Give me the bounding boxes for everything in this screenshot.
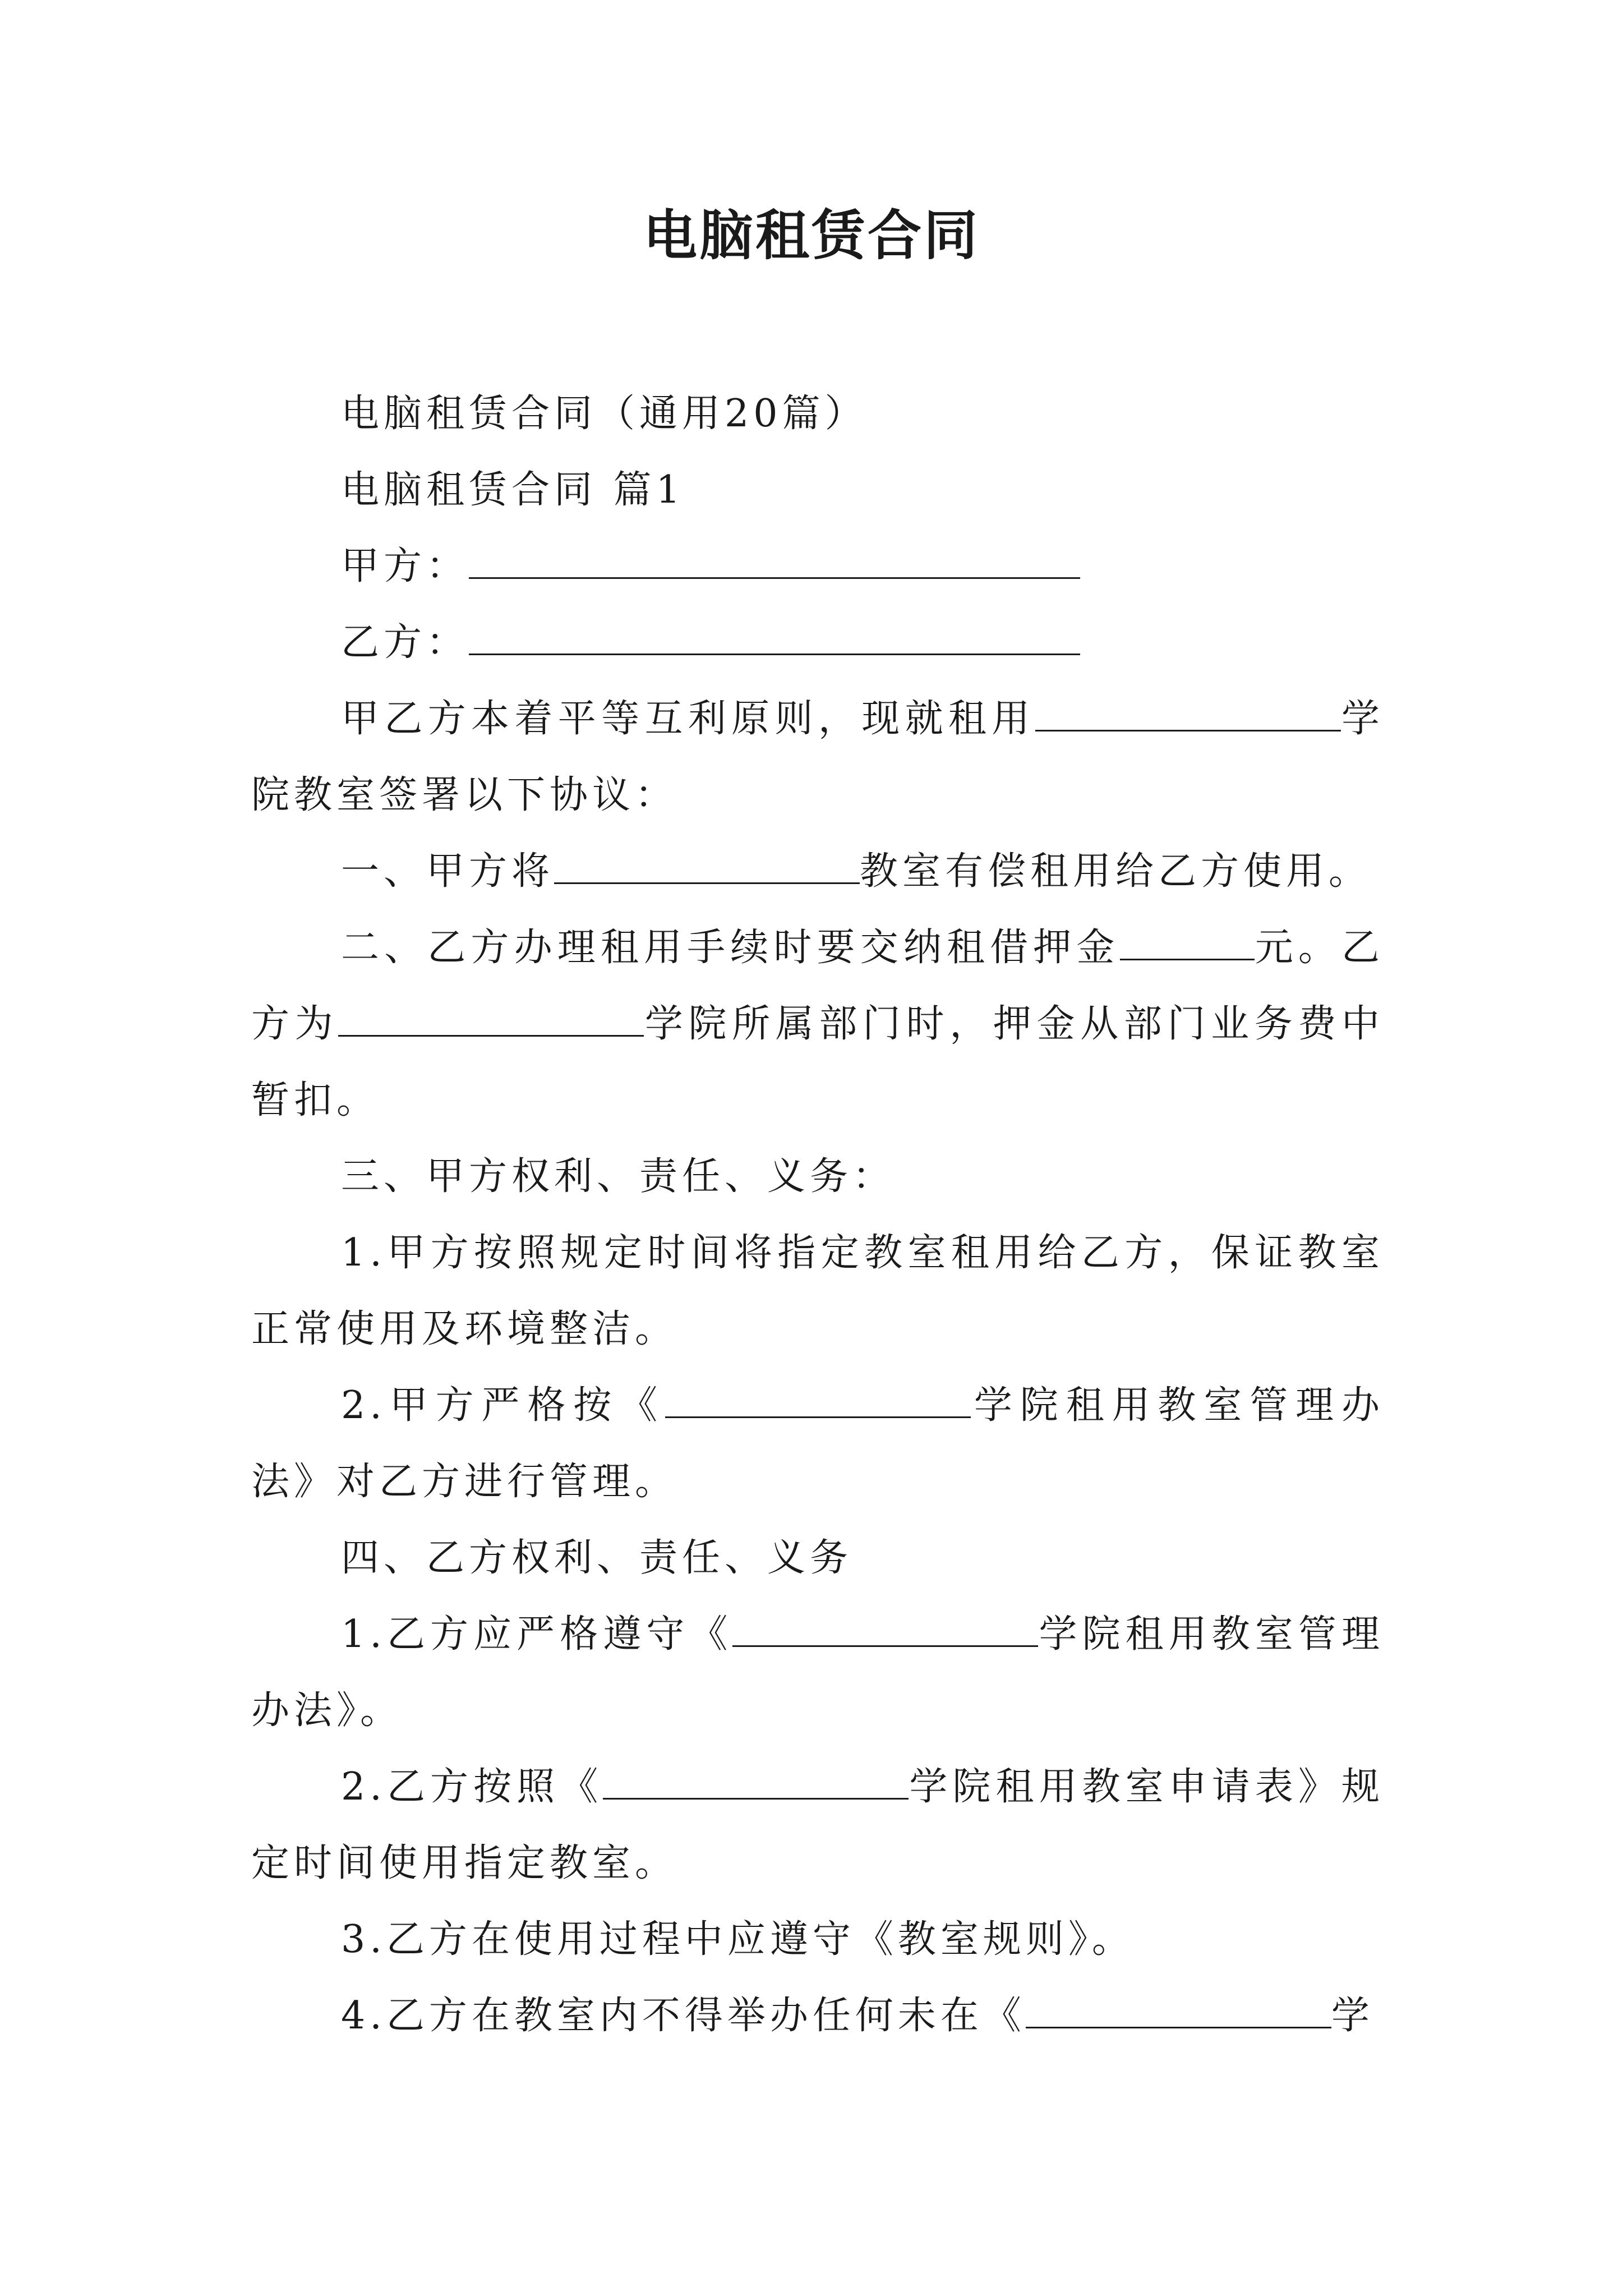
- clause-4-3: 3.乙方在使用过程中应遵守《教室规则》。: [341, 1917, 1135, 1962]
- party-a-label: 甲方：: [341, 544, 469, 588]
- deposit-amount-blank: [1120, 925, 1255, 960]
- clause-2-before: 二、乙方办理租用手续时要交纳租借押金: [341, 926, 1120, 970]
- document-subtitle: 电脑租赁合同（通用20篇）: [341, 392, 868, 436]
- clause-4-2-after: 学院租用教室申请表》规定时间使用指定教室。: [251, 1765, 1384, 1885]
- clause-4-2: [251, 1749, 1384, 1902]
- intro-paragraph: [251, 681, 1384, 834]
- clause-3-heading: 三、甲方权利、责任、义务：: [341, 1154, 896, 1199]
- clause-2-blank: [338, 1001, 644, 1037]
- clause-4-2-before: 2.乙方按照《: [341, 1765, 603, 1809]
- clause-4-4-after: 学: [1331, 1994, 1374, 2038]
- clause-4-4-before: 4.乙方在教室内不得举办任何未在《: [341, 1994, 1026, 2038]
- party-b-label: 乙方：: [341, 620, 469, 665]
- party-b-blank: [469, 620, 1080, 655]
- clause-2-middle: 元。乙方为: [251, 926, 1384, 1046]
- clause-3-2-before: 2.甲方严格按《: [341, 1383, 666, 1428]
- party-a-blank: [469, 544, 1080, 579]
- clause-4-4-blank: [1026, 1993, 1331, 2028]
- clause-2-after: 学院所属部门时，押金从部门业务费中暂扣。: [251, 1002, 1384, 1122]
- clause-4-1-after: 学院租用教室管理办法》。: [251, 1612, 1384, 1733]
- section-heading: 电脑租赁合同 篇1: [341, 468, 685, 512]
- clause-4-1: [251, 1596, 1384, 1749]
- clause-3-1: 1.甲方按照规定时间将指定教室租用给乙方，保证教室正常使用及环境整洁。: [251, 1231, 1384, 1351]
- intro-text-before: 甲乙方本着平等互利原则，现就租用: [341, 697, 1035, 741]
- clause-1-blank: [554, 849, 860, 884]
- intro-text-after: 学院教室签署以下协议：: [251, 697, 1384, 817]
- clause-4-2-blank: [603, 1764, 909, 1800]
- party-a-line: [251, 528, 1384, 605]
- clause-4-1-blank: [732, 1612, 1038, 1647]
- clause-3-2-after: 学院租用教室管理办法》对乙方进行管理。: [251, 1383, 1384, 1504]
- clause-4-heading: 四、乙方权利、责任、义务: [341, 1536, 853, 1580]
- clause-4-4: [251, 1978, 1384, 2054]
- clause-3-2: [251, 1368, 1384, 1520]
- party-b-line: [251, 605, 1384, 681]
- document-body: [251, 376, 1384, 2054]
- clause-1-before: 一、甲方将: [341, 849, 555, 894]
- document-title: 电脑租赁合同: [643, 204, 980, 267]
- intro-blank: [1035, 696, 1341, 731]
- clause-1-after: 教室有偿租用给乙方使用。: [860, 849, 1372, 894]
- clause-2: [251, 910, 1384, 1139]
- clause-3-2-blank: [665, 1383, 971, 1418]
- clause-4-1-before: 1.乙方应严格遵守《: [341, 1612, 733, 1657]
- clause-1: [251, 834, 1384, 910]
